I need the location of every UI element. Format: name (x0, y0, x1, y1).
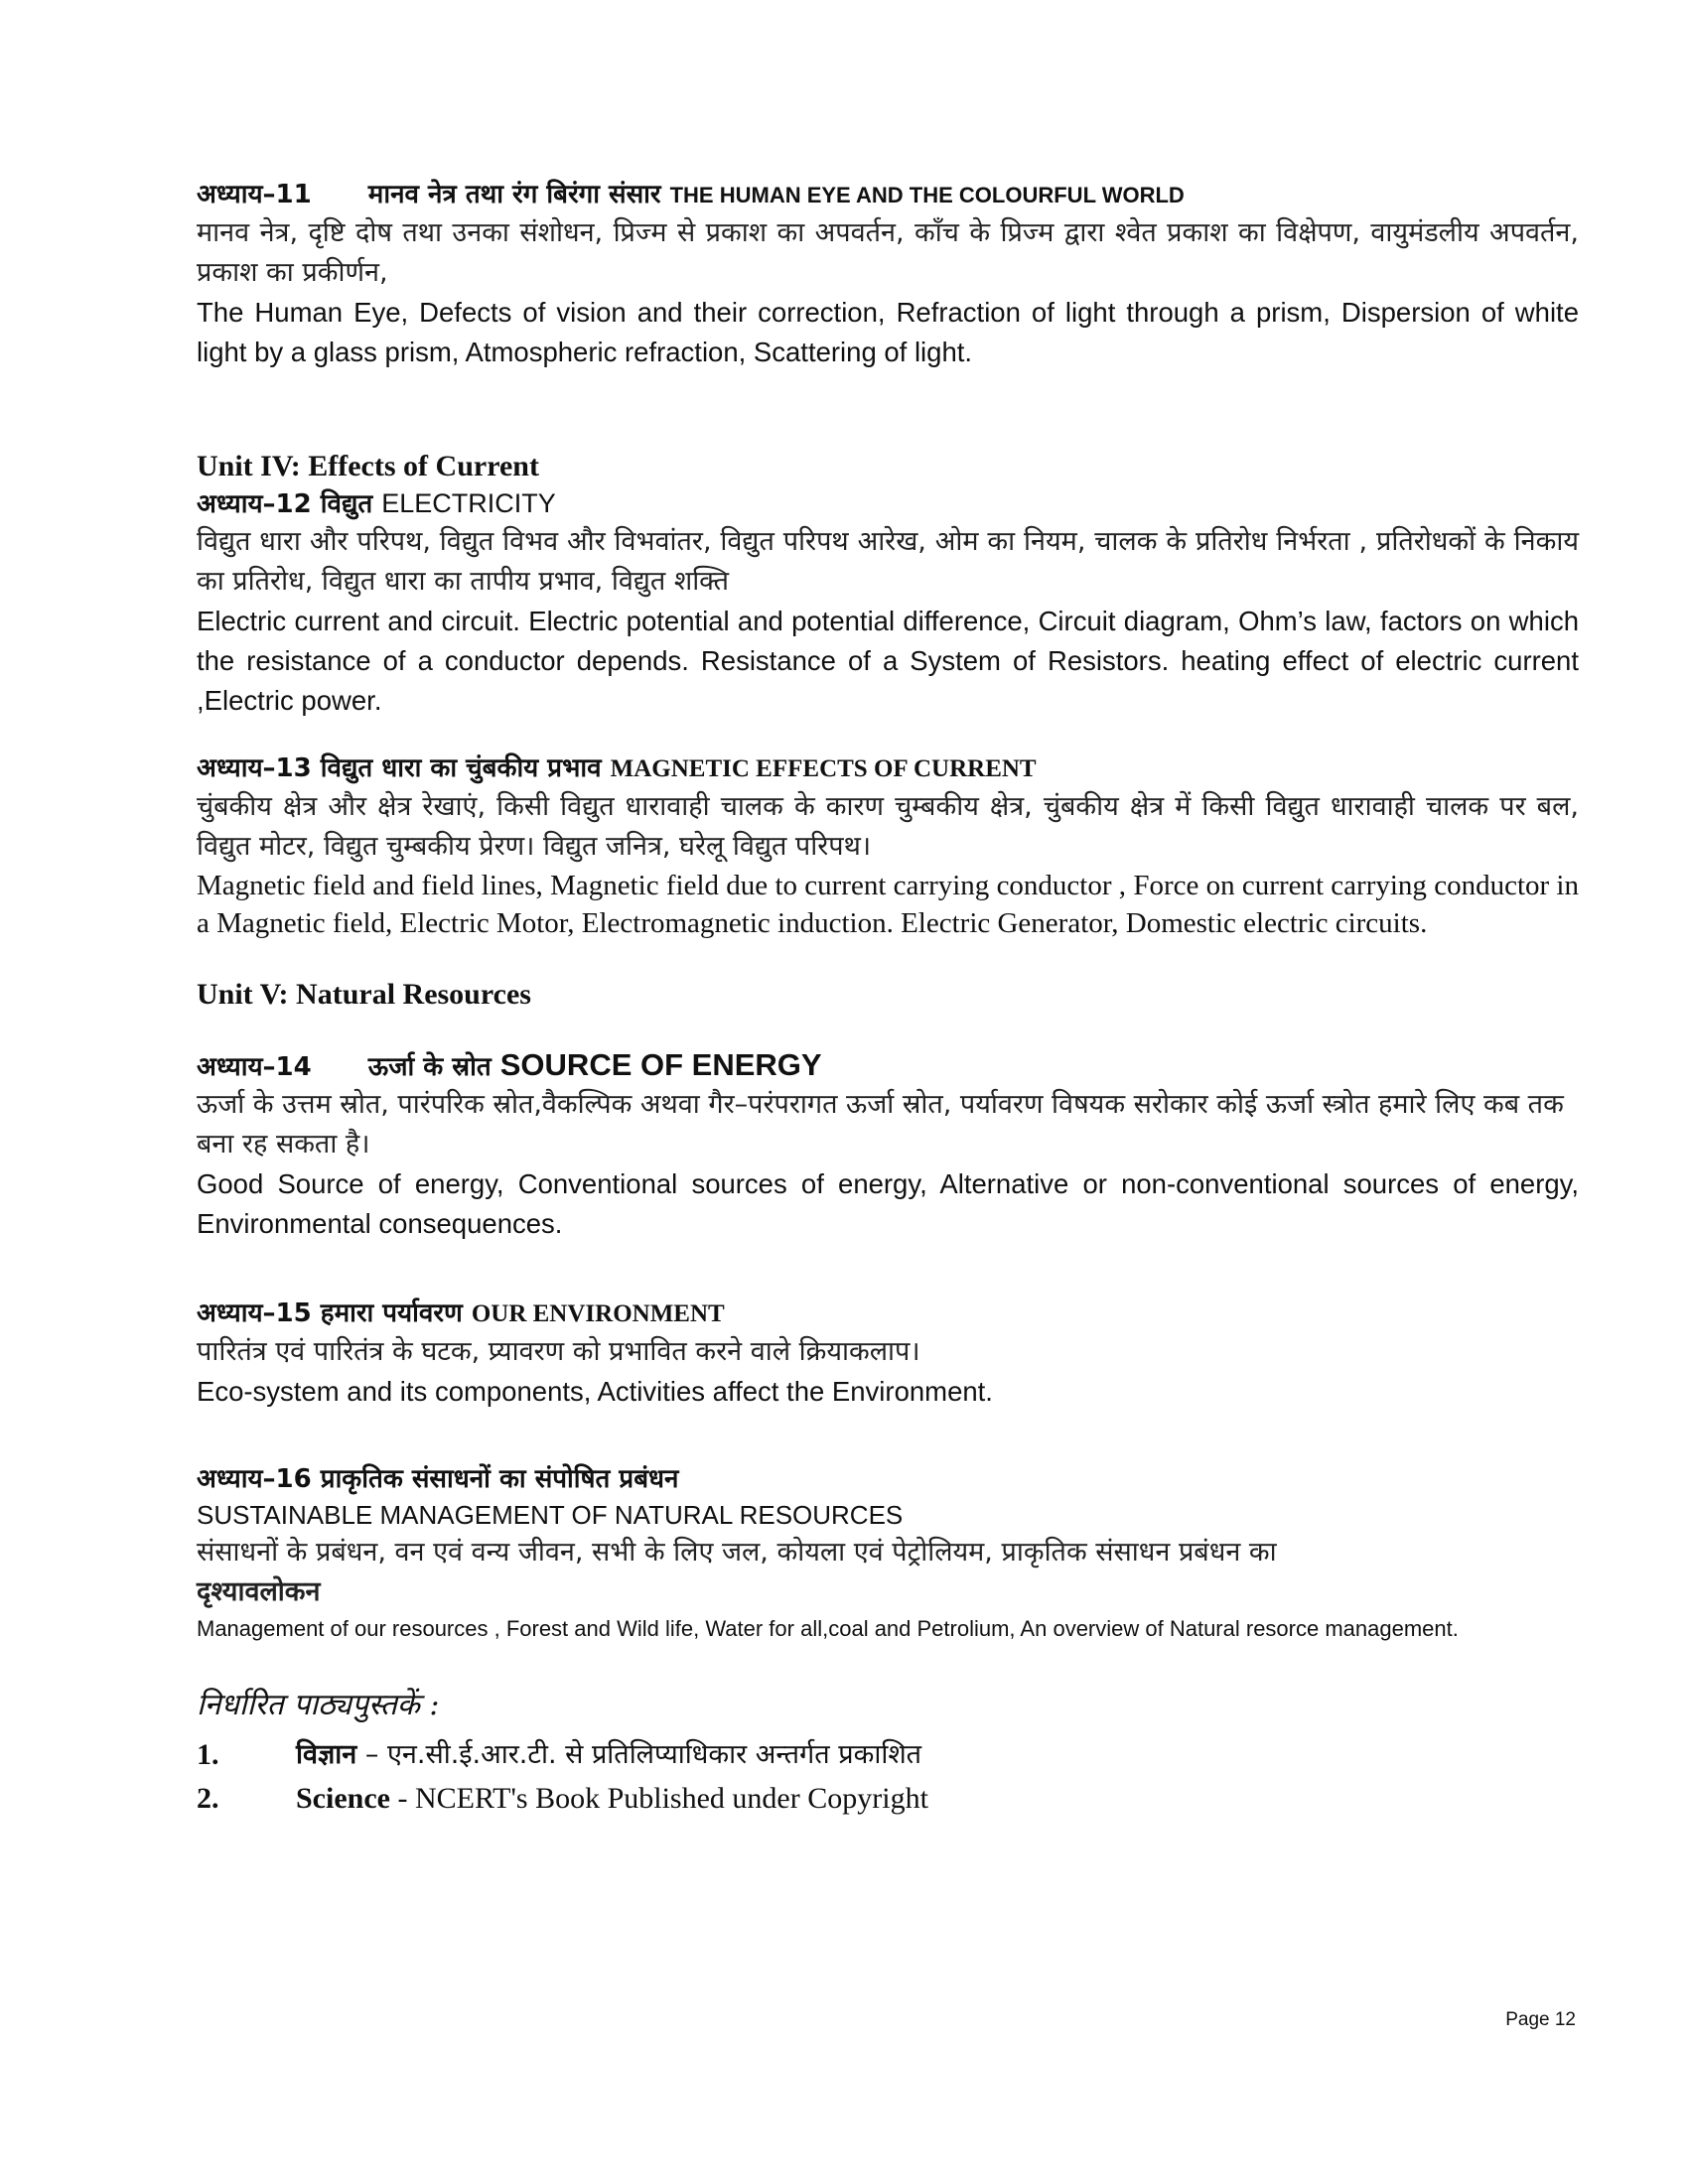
chapter-11-body-hi: मानव नेत्र, दृष्टि दोष तथा उनका संशोधन, प्रिज्म से प्रकाश का अपवर्तन, काँच के प्रिज्म द्वारा श्वेत प्रकाश का विक्षेपण, वायुमंडलीय अपवर्तन, प्रकाश का प्रकीर्णन, (197, 217, 1579, 288)
chapter-16-heading (197, 1461, 1579, 1497)
chapter-title-hi: ऊर्जा के स्रोत (367, 1052, 492, 1082)
prescribed-textbooks (197, 1686, 1579, 1821)
chapter-15 (197, 1296, 1579, 1412)
chapter-12-body-hi: विद्युत धारा और परिपथ, विद्युत विभव और विभवांतर, विद्युत परिपथ आरेख, ओम का नियम, चालक के प्रतिरोध निर्भरता , प्रतिरोधकों के निकाय का प्रतिरोध, विद्युत धारा का तापीय प्रभाव, विद्युत शक्ति (197, 526, 1579, 597)
chapter-title-hi: मानव नेत्र तथा रंग बिरंगा संसार (367, 180, 661, 209)
chapter-title-hi: प्राकृतिक संसाधनों का संपोषित प्रबंधन (320, 1464, 679, 1494)
chapter-14-body-en: Good Source of energy, Conventional sources of energy, Alternative or non-conventional sources of energy, Environmental consequences. (197, 1168, 1579, 1239)
textbook-name: Science (296, 1782, 390, 1815)
chapter-12 (197, 485, 1579, 721)
chapter-title-hi: विद्युत (320, 489, 373, 519)
chapter-13-heading (197, 751, 1579, 787)
chapter-16-body-hi-bold: दृश्यावलोकन (197, 1576, 321, 1607)
chapter-label: अध्याय–15 (197, 1298, 312, 1328)
chapter-16-title-en: SUSTAINABLE MANAGEMENT OF NATURAL RESOURCES (197, 1500, 904, 1530)
chapter-14-body-hi: ऊर्जा के उत्तम स्रोत, पारंपरिक स्रोत,वैकल्पिक अथवा गैर–परंपरागत ऊर्जा स्रोत, पर्यावरण विषयक सरोकार कोई ऊर्जा स्त्रोत हमारे लिए कब तक बना रह सकता है। (197, 1089, 1564, 1160)
unit-5-title: Unit V: Natural Resources (197, 978, 531, 1011)
unit-4-title: Unit IV: Effects of Current (197, 450, 539, 482)
chapter-15-body-en: Eco-system and its components, Activities affect the Environment. (197, 1376, 993, 1407)
chapter-16-body-hi-text: संसाधनों के प्रबंधन, वन एवं वन्य जीवन, सभी के लिए जल, कोयला एवं पेट्रोलियम, प्राकृतिक संसाधन प्रबंधन का (197, 1537, 1277, 1568)
chapter-14 (197, 1047, 1579, 1244)
textbook-desc: – एन.सी.ई.आर.टी. से प्रतिलिप्याधिकार अन्तर्गत प्रकाशित (356, 1739, 922, 1770)
chapter-title-en: OUR ENVIRONMENT (471, 1300, 725, 1327)
page-number: Page 12 (1505, 2009, 1576, 2030)
chapter-13-body-en: Magnetic field and field lines, Magnetic field due to current carrying conductor , Force on current carrying conductor in a Magnetic field, Electric Motor, Electromagnetic induction. Electric Generator, Domestic electric circuits. (197, 870, 1579, 939)
chapter-title-hi: हमारा पर्यावरण (320, 1298, 463, 1328)
chapter-12-body-en: Electric current and circuit. Electric potential and potential difference, Circuit diagram, Ohm’s law, factors on which the resistance of a conductor depends. Resistance of a System of Resistors. heating effect of electric current ,Electric power. (197, 606, 1579, 716)
chapter-title-en: MAGNETIC EFFECTS OF CURRENT (610, 755, 1037, 782)
chapter-16-body-en: Management of our resources , Forest and Wild life, Water for all,coal and Petrolium, An overview of Natural resorce management. (197, 1616, 1459, 1641)
chapter-label: अध्याय–12 (197, 489, 312, 519)
chapter-11-heading (197, 177, 1579, 213)
textbook-name: विज्ञान (296, 1739, 357, 1770)
chapter-13 (197, 751, 1579, 942)
textbook-item (197, 1777, 1579, 1821)
chapter-label: अध्याय–16 (197, 1464, 312, 1494)
textbooks-title: निर्धारित पाठ्यपुस्तकें : (197, 1688, 440, 1722)
textbook-desc: - NCERT's Book Published under Copyright (389, 1782, 928, 1815)
chapter-title-hi: विद्युत धारा का चुंबकीय प्रभाव (320, 753, 602, 783)
chapter-title-en: SOURCE OF ENERGY (499, 1047, 822, 1082)
chapter-16 (197, 1461, 1579, 1646)
chapter-label: अध्याय–14 (197, 1052, 312, 1082)
chapter-16-body-hi (197, 1533, 1579, 1612)
chapter-label: अध्याय–11 (197, 180, 312, 209)
chapter-15-body-hi: पारितंत्र एवं पारितंत्र के घटक, प्र्यावरण को प्रभावित करने वाले क्रियाकलाप। (197, 1336, 920, 1367)
chapter-11 (197, 177, 1579, 372)
chapter-12-heading (197, 485, 1579, 522)
chapter-13-body-hi: चुंबकीय क्षेत्र और क्षेत्र रेखाएं, किसी विद्युत धारावाही चालक के कारण चुम्बकीय क्षेत्र, चुंबकीय क्षेत्र में किसी विद्युत धारावाही चालक पर बल, विद्युत मोटर, विद्युत चुम्बकीय प्रेरण। विद्युत जनित्र, घरेलू विद्युत परिपथ। (197, 791, 1579, 862)
syllabus-page (197, 169, 1579, 1821)
chapter-11-body-en: The Human Eye, Defects of vision and their correction, Refraction of light through a prism, Dispersion of white light by a glass prism, Atmospheric refraction, Scattering of light. (197, 297, 1579, 367)
chapter-title-en: ELECTRICITY (381, 488, 556, 518)
chapter-label: अध्याय–13 (197, 753, 312, 783)
chapter-title-en: THE HUMAN EYE AND THE COLOURFUL WORLD (669, 183, 1185, 207)
textbook-number: 1. (197, 1738, 219, 1771)
textbook-item (197, 1733, 1579, 1777)
chapter-14-heading (197, 1047, 1579, 1085)
chapter-15-heading (197, 1296, 1579, 1332)
textbook-number: 2. (197, 1782, 219, 1815)
